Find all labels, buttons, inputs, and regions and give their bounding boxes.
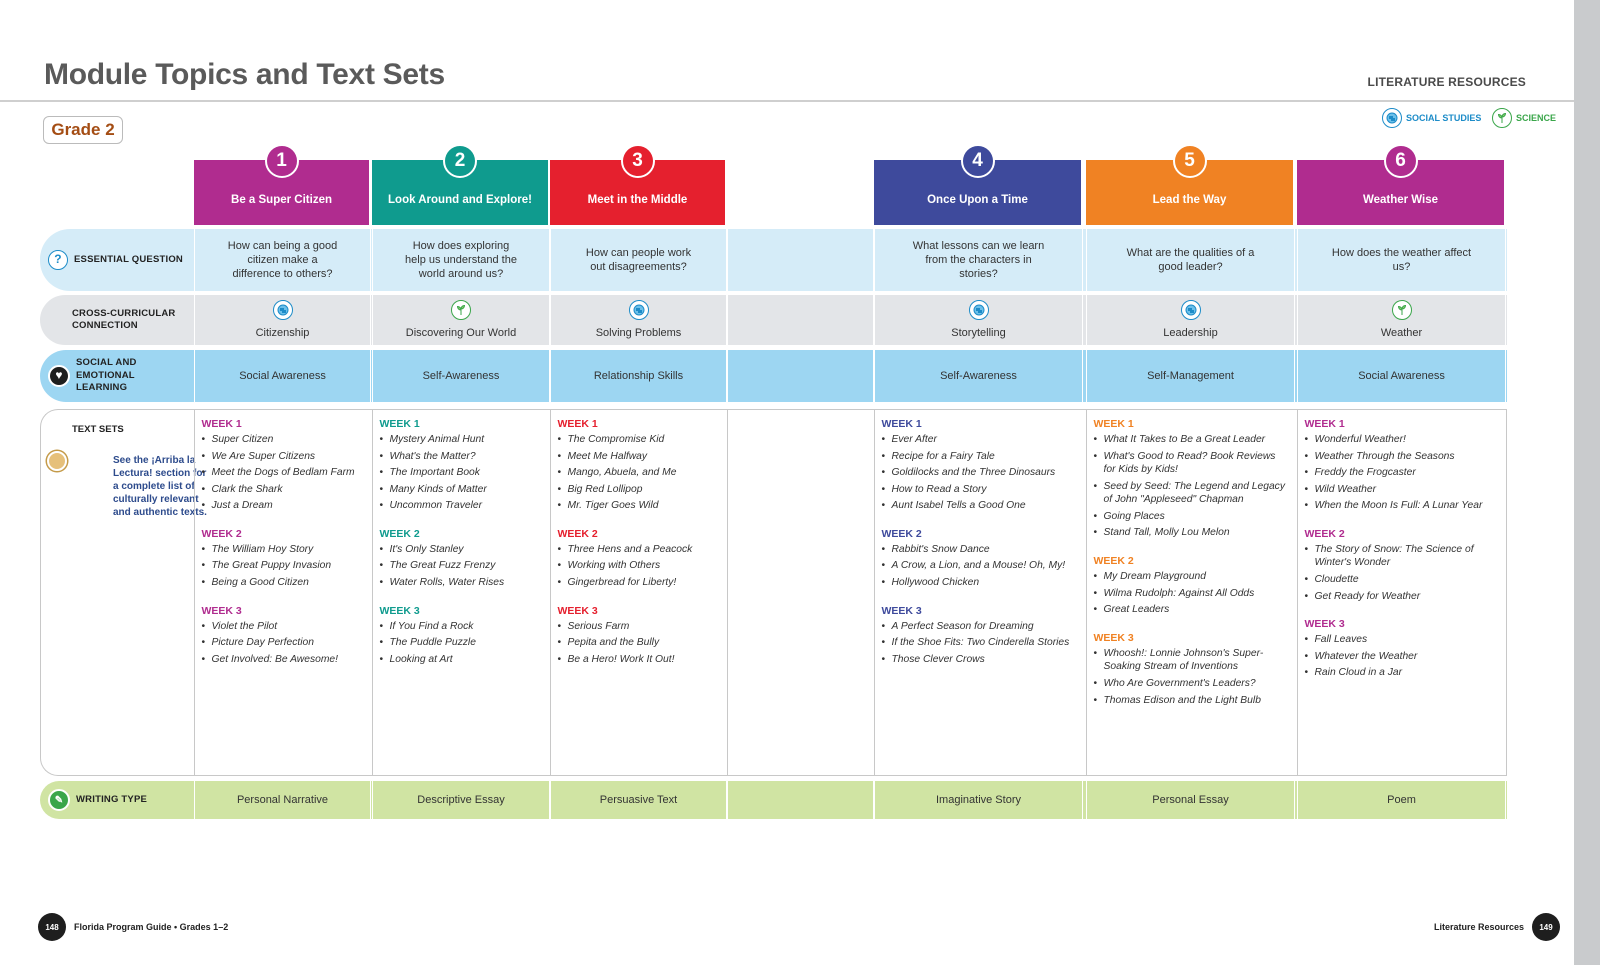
module-header-2 (372, 150, 548, 225)
book-title: • We Are Super Citizens (202, 450, 366, 464)
title-list (1094, 647, 1290, 707)
eq-cell (874, 229, 1083, 291)
title-list (882, 543, 1078, 590)
eq-text: How does the weather affect us? (1331, 246, 1472, 273)
footer-left (38, 913, 228, 941)
book-title: • Violet the Pilot (202, 620, 366, 634)
book-title: • Pepita and the Bully (558, 636, 722, 650)
wt-cell (1297, 781, 1506, 819)
eq-cell (1297, 229, 1506, 291)
wt-text: Personal Essay (1152, 793, 1229, 806)
book-title: • Meet Me Halfway (558, 450, 722, 464)
book-title: • Wonderful Weather! (1305, 433, 1501, 447)
wt-cell (194, 781, 371, 819)
book-title: • Mystery Animal Hunt (380, 433, 545, 447)
text-set-column (1086, 410, 1295, 775)
book-title: • Super Citizen (202, 433, 366, 447)
eq-cell (550, 229, 727, 291)
book-title: • Get Ready for Weather (1305, 590, 1501, 604)
module-title: Weather Wise (1362, 193, 1439, 206)
module-header-3 (550, 150, 725, 225)
plant-icon (1392, 300, 1412, 320)
eq-label: ESSENTIAL QUESTION (74, 253, 183, 265)
book-title: • Mr. Tiger Goes Wild (558, 499, 722, 513)
module-number: 5 (1173, 144, 1207, 178)
book-title: • Goldilocks and the Three Dinosaurs (882, 466, 1078, 480)
cc-cell (550, 295, 727, 345)
module-number: 4 (961, 144, 995, 178)
week-label: WEEK 2 (557, 527, 598, 540)
sel-cell (1086, 350, 1295, 402)
module-header-5 (1086, 150, 1293, 225)
book-title: • Ever After (882, 433, 1078, 447)
module-number: 3 (621, 144, 655, 178)
text-set-column (194, 410, 371, 775)
page-number: 148 (38, 913, 66, 941)
sel-text: Self-Awareness (422, 369, 500, 382)
row-label-cc (40, 295, 193, 345)
week-label: WEEK 3 (1304, 618, 1345, 631)
book-title: • The Great Fuzz Frenzy (380, 559, 545, 573)
book-title: • Uncommon Traveler (380, 499, 545, 513)
pencil-icon: ✎ (48, 789, 70, 811)
book-title: • The William Hoy Story (202, 543, 366, 557)
legend-science (1492, 108, 1556, 128)
book-title: • Recipe for a Fairy Tale (882, 450, 1078, 464)
legend-label: SOCIAL STUDIES (1406, 113, 1482, 123)
week-label: WEEK 1 (557, 418, 598, 430)
book-title: • Being a Good Citizen (202, 576, 366, 590)
sel-cell (550, 350, 727, 402)
week-label: WEEK 3 (1093, 631, 1134, 644)
title-list (380, 620, 545, 667)
text-sets-panel (40, 409, 1507, 776)
book-title: • Thomas Edison and the Light Bulb (1094, 694, 1290, 708)
wt-cell (1086, 781, 1295, 819)
sel-cell (874, 350, 1083, 402)
cc-cell (874, 295, 1083, 345)
empty-cell (727, 781, 874, 819)
title-list (1305, 543, 1501, 603)
empty-cell (727, 229, 874, 291)
globe-icon (1382, 108, 1402, 128)
plant-icon (451, 300, 471, 320)
book-title: • Looking at Art (380, 653, 545, 667)
book-title: • Wild Weather (1305, 483, 1501, 497)
week-label: WEEK 1 (1093, 418, 1134, 430)
eq-cell (1086, 229, 1295, 291)
book-title: • Water Rolls, Water Rises (380, 576, 545, 590)
book-title: • My Dream Playground (1094, 570, 1290, 584)
sel-text: Self-Management (1147, 369, 1234, 382)
legend-label: SCIENCE (1516, 113, 1557, 123)
book-title: • Working with Others (558, 559, 722, 573)
book-title: • What It Takes to Be a Great Leader (1094, 433, 1290, 447)
footer-text: Literature Resources (1433, 922, 1524, 932)
week-label: WEEK 1 (881, 418, 922, 430)
week-label: WEEK 2 (379, 527, 420, 540)
book-title: • Whoosh!: Lonnie Johnson's Super-Soaking Stream of Inventions (1094, 647, 1290, 674)
week-label: WEEK 1 (1304, 418, 1345, 430)
module-title: Be a Super Citizen (231, 193, 332, 206)
week-label: WEEK 3 (557, 604, 598, 617)
week-label: WEEK 2 (201, 527, 242, 540)
page-number: 149 (1532, 913, 1560, 941)
book-title: • If the Shoe Fits: Two Cinderella Stories (882, 636, 1078, 650)
empty-cell (727, 350, 874, 402)
wt-text: Descriptive Essay (417, 793, 505, 806)
book-title: • Those Clever Crows (882, 653, 1078, 667)
sel-text: Relationship Skills (593, 369, 684, 382)
book-title: • Cloudette (1305, 573, 1501, 587)
sel-label: SOCIAL AND EMOTIONAL LEARNING (76, 357, 137, 394)
sel-text: Social Awareness (239, 369, 326, 382)
eq-text: How can people work out disagreements? (585, 246, 692, 273)
eq-cell (372, 229, 550, 291)
title-list (1305, 433, 1501, 513)
globe-icon (273, 300, 293, 320)
title-list (202, 620, 366, 667)
module-title: Once Upon a Time (927, 193, 1028, 206)
heart-icon: ♥ (48, 365, 70, 387)
header-divider (0, 100, 1574, 102)
book-title: • Be a Hero! Work It Out! (558, 653, 722, 667)
book-icon (47, 451, 67, 471)
title-list (202, 543, 366, 590)
cc-cell (1297, 295, 1506, 345)
legend-social-studies (1382, 108, 1481, 128)
text-set-column (874, 410, 1083, 775)
title-list (558, 543, 722, 590)
book-title: • If You Find a Rock (380, 620, 545, 634)
book-title: • The Compromise Kid (558, 433, 722, 447)
module-title: Look Around and Explore! (388, 193, 532, 206)
week-label: WEEK 1 (201, 418, 242, 430)
book-title: • Going Places (1094, 510, 1290, 524)
book-title: • It's Only Stanley (380, 543, 545, 557)
row-label-sel (40, 350, 193, 402)
cc-text: Leadership (1163, 326, 1218, 339)
book-title: • Stand Tall, Molly Lou Melon (1094, 526, 1290, 540)
row-label-wt (40, 781, 193, 819)
book-title: • Get Involved: Be Awesome! (202, 653, 366, 667)
cc-text: Citizenship (255, 326, 310, 339)
title-list (1094, 570, 1290, 617)
globe-icon (629, 300, 649, 320)
book-title: • Three Hens and a Peacock (558, 543, 722, 557)
eq-text: What are the qualities of a good leader? (1126, 246, 1255, 273)
section-label: LITERATURE RESOURCES (1367, 75, 1526, 89)
cc-text: Discovering Our World (405, 326, 517, 339)
title-list (1305, 633, 1501, 680)
book-title: • Mango, Abuela, and Me (558, 466, 722, 480)
page-title: Module Topics and Text Sets (44, 58, 445, 91)
sel-cell (1297, 350, 1506, 402)
module-header-1 (194, 150, 369, 225)
week-label: WEEK 2 (1093, 555, 1134, 568)
wt-text: Poem (1387, 793, 1416, 806)
text-set-column (1297, 410, 1506, 775)
wt-cell (372, 781, 550, 819)
book-title: • Gingerbread for Liberty! (558, 576, 722, 590)
title-list (882, 620, 1078, 667)
book-title: • Fall Leaves (1305, 633, 1501, 647)
column-border (1506, 410, 1507, 775)
text-set-column (372, 410, 550, 775)
week-label: WEEK 1 (379, 418, 420, 430)
book-title: • Big Red Lollipop (558, 483, 722, 497)
book-title: • Just a Dream (202, 499, 366, 513)
book-title: • Meet the Dogs of Bedlam Farm (202, 466, 366, 480)
cc-text: Weather (1380, 326, 1423, 339)
book-title: • The Puddle Puzzle (380, 636, 545, 650)
cross-curricular-row (40, 295, 1507, 345)
title-list (1094, 433, 1290, 540)
book-title: • Clark the Shark (202, 483, 366, 497)
wt-cell (874, 781, 1083, 819)
book-title: • Rabbit's Snow Dance (882, 543, 1078, 557)
cc-text: Solving Problems (595, 326, 682, 339)
module-number: 2 (443, 144, 477, 178)
week-label: WEEK 2 (1304, 527, 1345, 540)
title-list (202, 433, 366, 513)
module-header-4 (874, 150, 1081, 225)
globe-icon (1181, 300, 1201, 320)
book-title: • The Story of Snow: The Science of Winter's Wonder (1305, 543, 1501, 570)
empty-column (727, 410, 874, 775)
title-list (380, 543, 545, 590)
book-title: • What's Good to Read? Book Reviews for Kids by Kids! (1094, 450, 1290, 477)
module-header-6 (1297, 150, 1504, 225)
eq-text: How does exploring help us understand the world around us? (405, 239, 517, 281)
title-list (558, 433, 722, 513)
week-label: WEEK 3 (881, 604, 922, 617)
wt-text: Personal Narrative (236, 793, 329, 806)
book-title: • Picture Day Perfection (202, 636, 366, 650)
eq-text: What lessons can we learn from the characters in stories? (912, 239, 1045, 281)
wt-text: Imaginative Story (936, 793, 1021, 806)
book-title: • Who Are Government's Leaders? (1094, 677, 1290, 691)
book-title: • A Perfect Season for Dreaming (882, 620, 1078, 634)
text-set-column (550, 410, 727, 775)
book-title: • How to Read a Story (882, 483, 1078, 497)
book-title: • The Important Book (380, 466, 545, 480)
book-title: • When the Moon Is Full: A Lunar Year (1305, 499, 1501, 513)
module-title: Meet in the Middle (587, 193, 688, 206)
week-label: WEEK 3 (201, 604, 242, 617)
ts-label: TEXT SETS (72, 424, 124, 435)
book-title: • Rain Cloud in a Jar (1305, 666, 1501, 680)
module-number: 6 (1384, 144, 1418, 178)
sel-text: Social Awareness (1358, 369, 1445, 382)
sel-row (40, 350, 1507, 402)
footer-text: Florida Program Guide • Grades 1–2 (74, 922, 229, 932)
book-title: • Whatever the Weather (1305, 650, 1501, 664)
book-title: • Serious Farm (558, 620, 722, 634)
essential-question-row (40, 229, 1507, 291)
week-label: WEEK 3 (379, 604, 420, 617)
writing-type-row (40, 781, 1507, 819)
plant-icon (1492, 108, 1512, 128)
cc-cell (1086, 295, 1295, 345)
row-label-eq (40, 229, 193, 291)
book-title: • Great Leaders (1094, 603, 1290, 617)
title-list (558, 620, 722, 667)
ts-note: See the ¡Arriba la Lectura! section for a complete list of culturally relevant and authentic texts. (113, 455, 207, 518)
cc-cell (194, 295, 371, 345)
sel-cell (194, 350, 371, 402)
book-title: • Hollywood Chicken (882, 576, 1078, 590)
book-title: • What's the Matter? (380, 450, 545, 464)
book-title: • Many Kinds of Matter (380, 483, 545, 497)
module-number: 1 (265, 144, 299, 178)
book-title: • Freddy the Frogcaster (1305, 466, 1501, 480)
book-title: • A Crow, a Lion, and a Mouse! Oh, My! (882, 559, 1078, 573)
page-edge (1574, 0, 1600, 965)
book-title: • Aunt Isabel Tells a Good One (882, 499, 1078, 513)
question-icon: ? (48, 250, 68, 270)
title-list (882, 433, 1078, 513)
cc-cell (372, 295, 550, 345)
book-title: • Weather Through the Seasons (1305, 450, 1501, 464)
wt-cell (550, 781, 727, 819)
eq-cell (194, 229, 371, 291)
eq-text: How can being a good citizen make a difference to others? (227, 239, 338, 281)
cc-label: CROSS-CURRICULAR CONNECTION (72, 307, 176, 331)
book-title: • Seed by Seed: The Legend and Legacy of John "Appleseed" Chapman (1094, 480, 1290, 507)
wt-text: Persuasive Text (599, 793, 678, 806)
book-title: • The Great Puppy Invasion (202, 559, 366, 573)
wt-label: WRITING TYPE (76, 793, 148, 805)
week-label: WEEK 2 (881, 527, 922, 540)
globe-icon (969, 300, 989, 320)
empty-cell (727, 295, 874, 345)
sel-text: Self-Awareness (940, 369, 1017, 382)
cc-text: Storytelling (951, 326, 1006, 339)
footer-right (1434, 913, 1560, 941)
title-list (380, 433, 545, 513)
grade-badge: Grade 2 (43, 116, 123, 144)
sel-cell (372, 350, 550, 402)
module-title: Lead the Way (1152, 193, 1227, 206)
book-title: • Wilma Rudolph: Against All Odds (1094, 587, 1290, 601)
